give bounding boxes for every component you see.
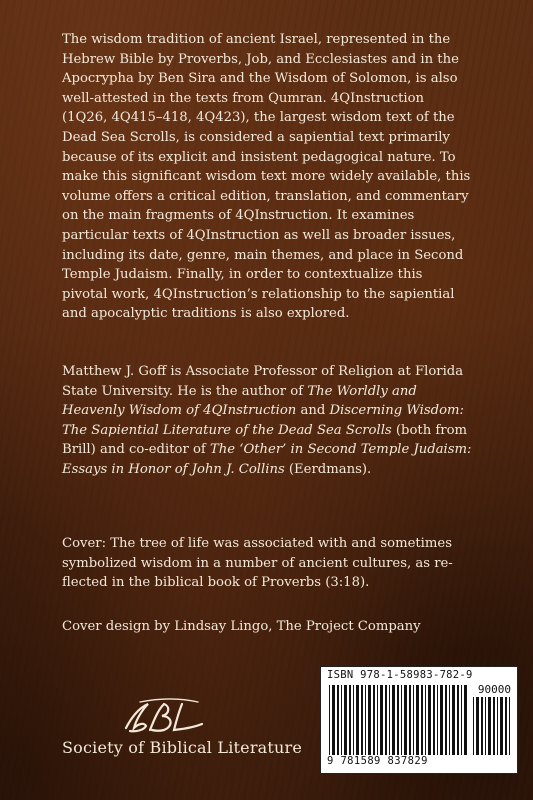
price-code: 90000 [477, 683, 511, 696]
barcode-bar [356, 685, 359, 755]
paragraph-segment: (Eerdmans). [284, 461, 372, 477]
paragraph-text [62, 362, 472, 480]
isbn-label: ISBN 978-1-58983-782-9 [327, 669, 473, 681]
barcode-bar [341, 685, 342, 755]
italic-title-text: The Worldly and Heavenly Wisdom of 4QInstruction [62, 383, 417, 419]
barcode-bar [457, 685, 459, 755]
paragraph-segment: and [296, 403, 330, 419]
barcode-bar [481, 697, 483, 755]
publisher-block [62, 698, 322, 757]
barcode-number: 9 781589 837829 [327, 755, 428, 767]
paragraph-segment: Cover: The tree of life was associated with and sometimes symbolized wisdom in a number of ancient cultures, as re-flected in the biblical book of Proverbs (3:18). [62, 536, 453, 591]
barcode-bar [497, 697, 498, 755]
barcode-bar [409, 685, 411, 755]
barcode-addon-bars [473, 697, 511, 755]
barcode-bar [385, 685, 387, 755]
paragraph-text [62, 617, 472, 637]
barcode-bar [368, 685, 371, 755]
barcode-bar [329, 685, 330, 755]
isbn-barcode [320, 666, 518, 774]
barcode-bar [461, 685, 462, 755]
barcode-bar [353, 685, 354, 755]
sbl-logo [120, 698, 210, 736]
barcode-bar [377, 685, 378, 755]
barcode-bar [493, 697, 495, 755]
barcode-bar [404, 685, 407, 755]
barcode-bar [349, 685, 351, 755]
barcode-bar [361, 685, 363, 755]
barcode-bar [464, 685, 467, 755]
barcode-bar [373, 685, 375, 755]
barcode-bar [416, 685, 419, 755]
barcode-bar [500, 697, 503, 755]
barcode-bar [445, 685, 447, 755]
barcode-bar [413, 685, 414, 755]
cover-design-credit [62, 617, 472, 637]
paragraph-segment: (both from Brill) and co-editor of [62, 422, 468, 458]
barcode-bar [437, 685, 438, 755]
barcode-bar [476, 697, 479, 755]
blurb-paragraph [62, 30, 472, 324]
barcode-bar [452, 685, 455, 755]
paragraph-segment: Matthew J. Goff is Associate Professor of Religion at Florida State University. He is the author of [62, 364, 464, 399]
paragraph-text [62, 30, 472, 324]
paragraph-text [62, 534, 472, 593]
barcode-bar [380, 685, 383, 755]
paragraph-segment: Cover design by Lindsay Lingo, The Project Company [62, 619, 421, 634]
barcode-bar [365, 685, 366, 755]
barcode-bar [389, 685, 390, 755]
barcode-bar [488, 697, 491, 755]
barcode-bar [421, 685, 423, 755]
barcode-bar [337, 685, 339, 755]
barcode-bar [332, 685, 335, 755]
cover-note-paragraph [62, 534, 472, 593]
barcode-bars [329, 685, 467, 755]
barcode-bar [473, 697, 474, 755]
publisher-name: Society of Biblical Literature [62, 738, 303, 757]
barcode-bar [509, 697, 510, 755]
barcode-bar [505, 697, 507, 755]
barcode-bar [433, 685, 435, 755]
barcode-bar [425, 685, 426, 755]
barcode-bar [344, 685, 347, 755]
barcode-bar [401, 685, 402, 755]
barcode-bar [397, 685, 399, 755]
italic-title-text: The ‘Other’ in Second Temple Judaism: Essays in Honor of John J. Collins [62, 442, 472, 477]
barcode-bar [449, 685, 450, 755]
paragraph-segment: The wisdom tradition of ancient Israel, represented in the Hebrew Bible by Proverbs, Job, and Ecclesiastes and in the Apocrypha by Ben Sira and the Wisdom of Solomon, is also well-attested in the texts from Qumran. 4QInstruction (1Q26, 4Q415–418, 4Q423), the largest wisdom text of the Dead Sea Scrolls, is considered a sapiential text primarily because of its explicit and insistent pedagogical nature. To make this significant wisdom text more widely available, this volume offers a critical edition, translation, and commentary on the main fragments of 4QInstruction. It examines particular texts of 4QInstruction as well as broader issues, including its date, genre, main themes, and place in Second Temple Judaism. Finally, in order to contextualize this pivotal work, 4QInstruction’s relationship to the sapiential and apocalyptic traditions is also explored. [62, 32, 471, 322]
barcode-bar [392, 685, 395, 755]
barcode-bar [485, 697, 486, 755]
author-bio-paragraph [62, 362, 472, 480]
barcode-bar [440, 685, 443, 755]
barcode-bar [428, 685, 431, 755]
italic-title-text: Discerning Wisdom: The Sapiential Literature of the Dead Sea Scrolls [62, 403, 464, 438]
